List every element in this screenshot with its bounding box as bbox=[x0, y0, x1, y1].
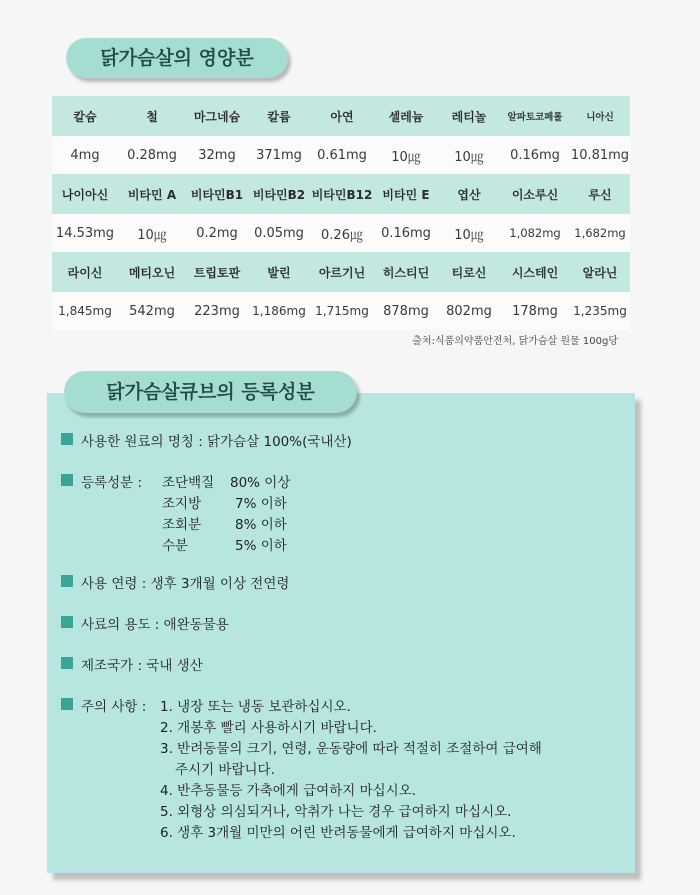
nutrition-table bbox=[52, 96, 630, 330]
nutrient-value: 10㎍ bbox=[454, 149, 484, 165]
age-text: 사용 연령 : 생후 3개월 이상 전연령 bbox=[81, 576, 290, 592]
caution-item: 5. 외형상 의심되거나, 악취가 나는 경우 급여하지 마십시오. bbox=[160, 804, 512, 820]
component-value: 80% 이상 bbox=[230, 475, 291, 491]
component-name: 조단백질 bbox=[162, 475, 215, 491]
bullet-icon bbox=[61, 433, 73, 445]
nutrient-value: 4mg bbox=[70, 147, 100, 163]
component-name: 조지방 bbox=[162, 496, 202, 512]
nutrient-value: 10㎍ bbox=[137, 227, 167, 243]
nutrient-name: 발린 bbox=[267, 265, 291, 280]
nutrient-name: 이소루신 bbox=[511, 187, 559, 202]
nutrient-value: 371mg bbox=[256, 147, 302, 163]
caution-item: 4. 반추동물등 가축에게 급여하지 마십시오. bbox=[160, 783, 417, 799]
nutrient-value-row bbox=[52, 214, 630, 252]
nutrient-name: 아르기닌 bbox=[318, 265, 366, 280]
bullet-icon bbox=[61, 616, 73, 628]
nutrient-value: 0.26㎍ bbox=[321, 227, 363, 243]
nutrient-header-row bbox=[52, 96, 630, 136]
nutrient-value: 178mg bbox=[512, 303, 558, 319]
nutrient-name: 철 bbox=[146, 109, 158, 124]
caution-item: 주시기 바랍니다. bbox=[175, 762, 275, 778]
nutrient-name: 비타민B1 bbox=[190, 187, 244, 202]
nutrient-name: 알파토코페롤 bbox=[507, 112, 563, 123]
nutrient-value: 10㎍ bbox=[391, 149, 421, 165]
usage-text: 사료의 용도 : 애완동물용 bbox=[81, 617, 229, 633]
nutrient-name: 셀레늄 bbox=[388, 109, 424, 124]
raw-material-text: 사용한 원료의 명칭 : 닭가슴살 100%(국내산) bbox=[81, 434, 352, 450]
nutrient-name: 라이신 bbox=[67, 265, 103, 280]
component-name: 조회분 bbox=[162, 517, 202, 533]
nutrient-name: 트립토판 bbox=[193, 265, 241, 280]
nutrient-name: 시스테인 bbox=[511, 265, 559, 280]
caution-item: 2. 개봉후 빨리 사용하시기 바랍니다. bbox=[160, 720, 377, 736]
bullet-icon bbox=[61, 698, 73, 710]
bullet-icon bbox=[61, 474, 73, 486]
nutrient-name: 칼슘 bbox=[73, 109, 97, 124]
nutrient-value: 10㎍ bbox=[454, 227, 484, 243]
nutrient-value: 0.05mg bbox=[254, 225, 304, 241]
nutrient-value-row bbox=[52, 136, 630, 174]
nutrient-value: 0.61mg bbox=[317, 147, 367, 163]
nutrient-name: 레티놀 bbox=[451, 109, 487, 124]
nutrient-value: 32mg bbox=[198, 147, 236, 163]
nutrient-name: 니아신 bbox=[586, 112, 614, 123]
nutrient-name: 히스티딘 bbox=[382, 265, 430, 280]
bullet-icon bbox=[61, 575, 73, 587]
nutrient-name: 마그네슘 bbox=[193, 109, 241, 124]
caution-item: 3. 반려동물의 크기, 연령, 운동량에 따라 적절히 조절하여 급여해 bbox=[160, 741, 542, 757]
nutrient-name: 티로신 bbox=[451, 265, 487, 280]
nutrient-value: 1,715mg bbox=[315, 304, 369, 318]
country-text: 제조국가 : 국내 생산 bbox=[81, 658, 203, 674]
nutrient-name: 비타민 E bbox=[382, 187, 430, 202]
component-name: 수분 bbox=[162, 538, 189, 554]
components-label: 등록성분 : bbox=[81, 475, 143, 491]
nutrient-value: 0.28mg bbox=[127, 147, 177, 163]
nutrient-name: 비타민B12 bbox=[311, 187, 373, 202]
registration-panel bbox=[47, 393, 635, 873]
nutrient-name: 엽산 bbox=[457, 187, 481, 202]
bullet-icon bbox=[61, 657, 73, 669]
source-note: 출처:식품의약품안전처, 닭가슴살 원물 100g당 bbox=[412, 336, 618, 347]
nutrient-value: 10.81mg bbox=[570, 147, 630, 163]
nutrient-value: 1,235mg bbox=[573, 304, 627, 318]
nutrient-name: 알라닌 bbox=[582, 265, 618, 280]
nutrient-name: 비타민 A bbox=[127, 187, 177, 202]
nutrient-value: 14.53mg bbox=[55, 225, 115, 241]
nutrient-header-row bbox=[52, 252, 630, 292]
nutrient-name: 칼륨 bbox=[267, 109, 291, 124]
nutrient-value: 542mg bbox=[129, 303, 175, 319]
nutrient-value: 878mg bbox=[383, 303, 429, 319]
cautions-label: 주의 사항 : bbox=[81, 699, 147, 715]
nutrient-name: 루신 bbox=[588, 187, 612, 202]
nutrient-name: 나이아신 bbox=[61, 187, 109, 202]
nutrient-value: 223mg bbox=[194, 303, 240, 319]
nutrient-value: 0.16mg bbox=[510, 147, 560, 163]
component-value: 5% 이하 bbox=[235, 538, 287, 554]
caution-item: 6. 생후 3개월 미만의 어린 반려동물에게 급여하지 마십시오. bbox=[160, 825, 516, 841]
nutrient-value: 802mg bbox=[446, 303, 492, 319]
nutrient-value: 1,682mg bbox=[574, 226, 626, 240]
nutrient-name: 메티오닌 bbox=[128, 265, 176, 280]
nutrient-value: 1,186mg bbox=[252, 304, 306, 318]
component-value: 7% 이하 bbox=[235, 496, 287, 512]
nutrient-header-row bbox=[52, 174, 630, 214]
registration-title: 닭가슴살큐브의 등록성분 bbox=[64, 371, 357, 413]
component-value: 8% 이하 bbox=[235, 517, 287, 533]
nutrient-value: 0.2mg bbox=[196, 225, 238, 241]
nutrient-name: 아연 bbox=[330, 109, 354, 124]
nutrient-value: 1,082mg bbox=[509, 226, 561, 240]
nutrient-value-row bbox=[52, 292, 630, 330]
nutrient-name: 비타민B2 bbox=[252, 187, 306, 202]
nutrition-title: 닭가슴살의 영양분 bbox=[66, 38, 288, 78]
caution-item: 1. 냉장 또는 냉동 보관하십시오. bbox=[160, 699, 351, 715]
nutrient-value: 0.16mg bbox=[381, 225, 431, 241]
nutrient-value: 1,845mg bbox=[58, 304, 112, 318]
